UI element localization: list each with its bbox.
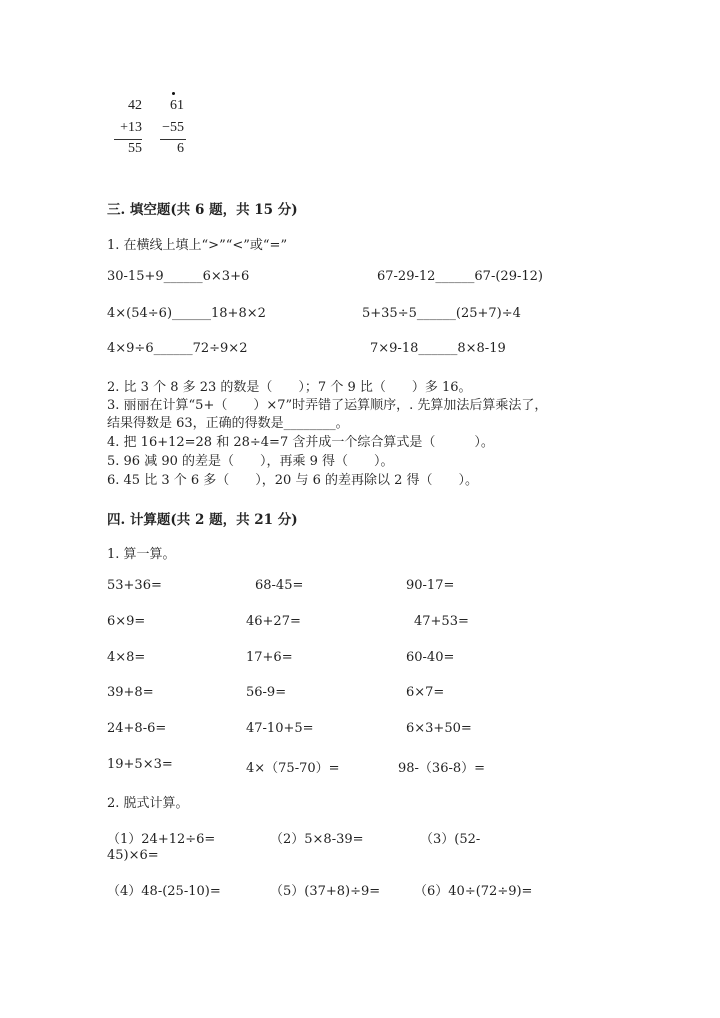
vertical-right-result: 6 — [177, 141, 184, 156]
borrow-dot — [172, 92, 175, 95]
q4-text: 4. 把 16+12=28 和 28÷4=7 含并成一个综合算式是（ ）。 — [107, 435, 494, 450]
vertical-left-operand: +13 — [120, 120, 142, 135]
q6-text: 6. 45 比 3 个 6 多（ ），20 与 6 的差再除以 2 得（ ）。 — [107, 473, 479, 488]
calc-item: 90-17= — [406, 578, 455, 593]
stepwise-item-6: （6）40÷(72÷9)= — [414, 884, 533, 899]
calc-item: 17+6= — [246, 650, 293, 665]
q5-text: 5. 96 减 90 的差是（ ），再乘 9 得（ ）。 — [107, 454, 394, 469]
compare-row-3-right: 7×9-18______8×8-19 — [370, 341, 506, 356]
calc-item: 4×（75-70）= — [246, 761, 340, 776]
vertical-left-top: 42 — [128, 98, 142, 113]
vertical-right-line — [160, 139, 186, 140]
calc-item: 46+27= — [246, 614, 301, 629]
q2-text: 2. 比 3 个 8 多 23 的数是（ ）；7 个 9 比（ ）多 16。 — [107, 380, 472, 395]
compare-row-3-left: 4×9÷6______72÷9×2 — [107, 341, 248, 356]
compare-row-1-right: 67-29-12______67-(29-12) — [377, 269, 543, 284]
calc-q2-title: 2. 脱式计算。 — [107, 796, 189, 811]
q3-text-line1: 3. 丽丽在计算“5+（ ）×7”时弄错了运算顺序，. 先算加法后算乘法了， — [107, 398, 548, 413]
calc-item: 6×3+50= — [406, 721, 472, 736]
vertical-left-line — [114, 139, 142, 140]
vertical-left-result: 55 — [128, 141, 142, 156]
calc-item: 60-40= — [406, 650, 455, 665]
calc-item: 56-9= — [246, 685, 287, 700]
calc-item: 6×9= — [107, 614, 146, 629]
calc-item: 19+5×3= — [107, 757, 173, 772]
stepwise-item-3-line1: （3）(52- — [420, 832, 481, 847]
calc-item: 53+36= — [107, 578, 162, 593]
section3-title: 三. 填空题(共 6 题，共 15 分) — [107, 202, 298, 218]
stepwise-item-3-line2: 45)×6= — [107, 848, 159, 863]
calc-item: 98-（36-8）= — [398, 761, 486, 776]
compare-row-2-left: 4×(54÷6)______18+8×2 — [107, 306, 266, 321]
calc-item: 4×8= — [107, 650, 146, 665]
calc-item: 47+53= — [414, 614, 469, 629]
calc-item: 68-45= — [255, 578, 304, 593]
q1-title: 1. 在横线上填上“>”“<”或“=” — [107, 238, 288, 253]
compare-row-1-left: 30-15+9______6×3+6 — [107, 269, 250, 284]
vertical-right-top: 61 — [170, 98, 184, 113]
vertical-right-operand: −55 — [162, 120, 184, 135]
stepwise-item-5: （5）(37+8)÷9= — [270, 884, 381, 899]
stepwise-item-2: （2）5×8-39= — [270, 832, 364, 847]
stepwise-item-4: （4）48-(25-10)= — [107, 884, 221, 899]
stepwise-item-1: （1）24+12÷6= — [107, 832, 216, 847]
section4-title: 四. 计算题(共 2 题，共 21 分) — [107, 512, 298, 528]
calc-item: 47-10+5= — [246, 721, 314, 736]
q3-text-line2: 结果得数是 63，正确的得数是________。 — [107, 416, 349, 431]
compare-row-2-right: 5+35÷5______(25+7)÷4 — [362, 306, 521, 321]
calc-item: 39+8= — [107, 685, 154, 700]
calc-item: 6×7= — [406, 685, 445, 700]
calc-item: 24+8-6= — [107, 721, 167, 736]
calc-q1-title: 1. 算一算。 — [107, 547, 176, 562]
